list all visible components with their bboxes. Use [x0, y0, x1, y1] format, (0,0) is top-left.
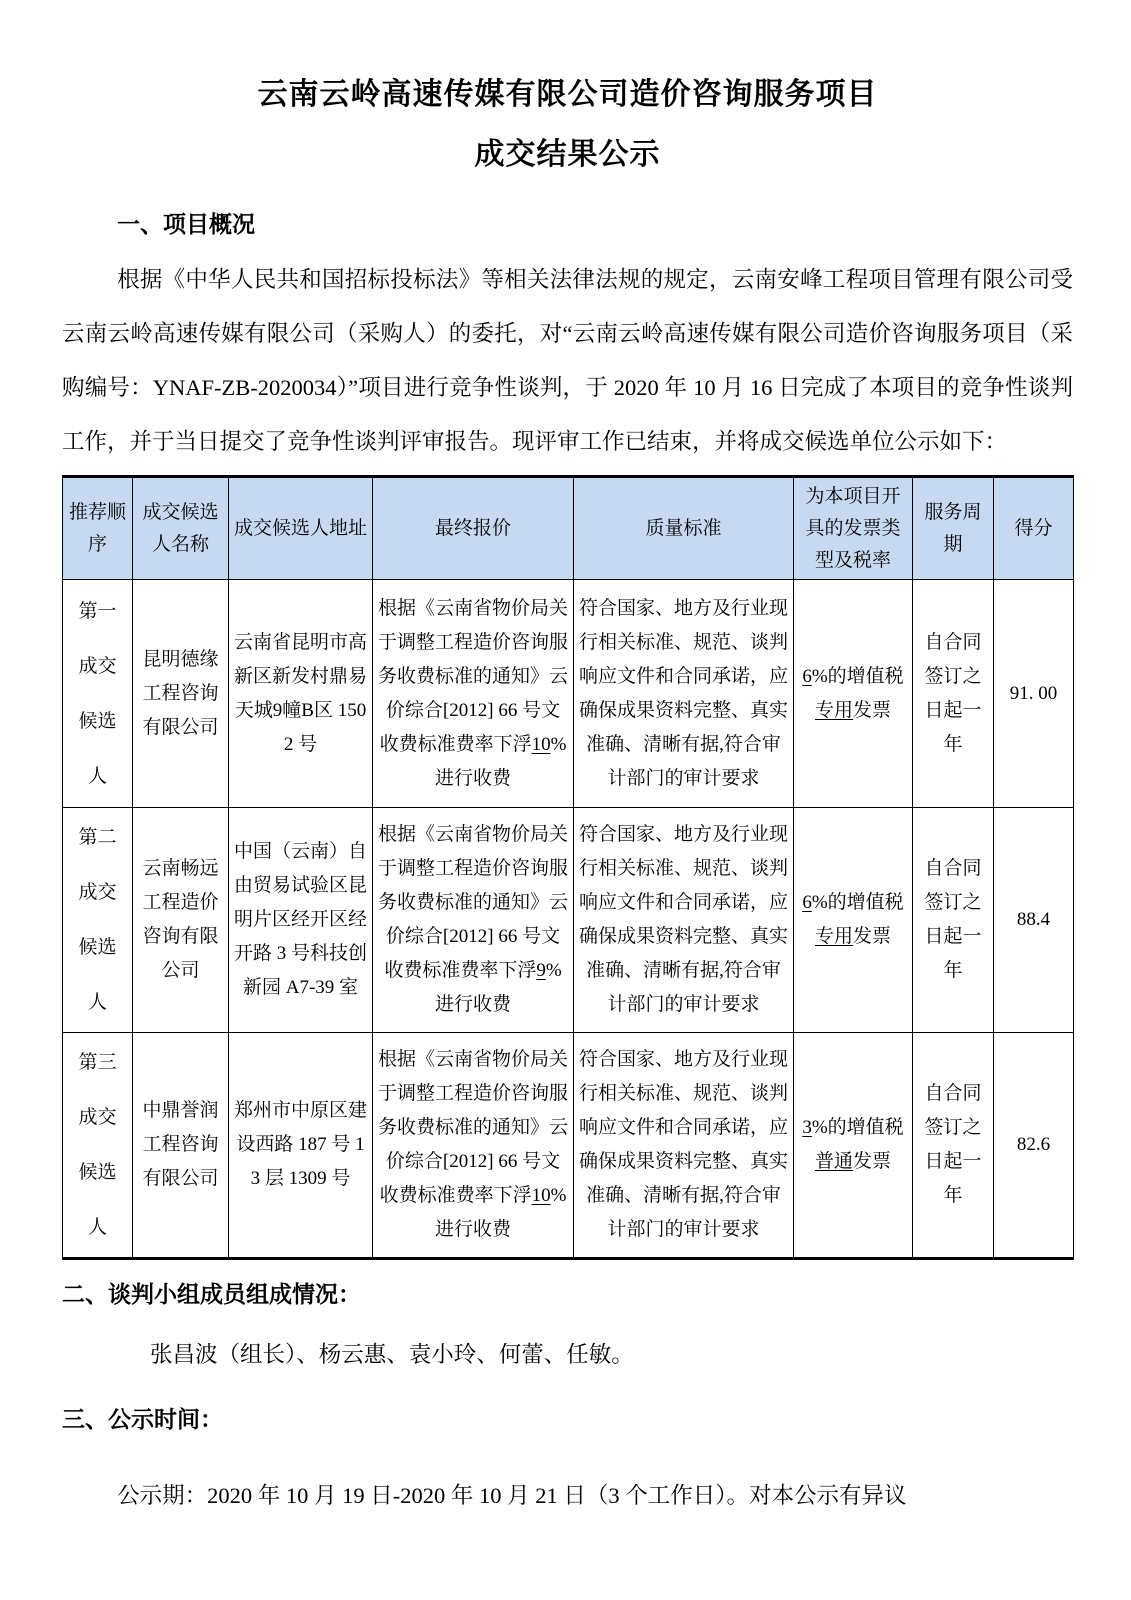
document-title-line1: 云南云岭高速传媒有限公司造价咨询服务项目 — [257, 78, 878, 111]
score-cell: 91. 00 — [994, 580, 1074, 808]
rank-line: 人 — [87, 992, 107, 1013]
candidate-name-cell: 中鼎誉润工程咨询有限公司 — [133, 1033, 229, 1259]
invoice-kind-underlined: 普通 — [814, 1151, 853, 1172]
offer-suffix: %进行收费 — [434, 733, 567, 789]
service-period-cell: 自合同签订之日起一年 — [913, 808, 994, 1033]
invoice-rate-underlined: 6 — [802, 892, 812, 913]
rank-cell — [63, 1033, 133, 1259]
col-header-candidate-address: 成交候选人地址 — [229, 477, 373, 580]
section1-heading: 一、项目概况 — [117, 212, 255, 237]
invoice-suffix: 发票 — [853, 926, 892, 947]
table-header-row — [63, 477, 1074, 580]
quality-standard-cell: 符合国家、地方及行业现行相关标准、规范、谈判响应文件和合同承诺，应确保成果资料完整、真实准确、清晰有据,符合审计部门的审计要求 — [574, 808, 794, 1033]
invoice-suffix: 发票 — [853, 1151, 892, 1172]
offer-rate-underlined: 10 — [531, 733, 551, 755]
invoice-text: %的增值税 — [811, 1117, 904, 1138]
document-title-line2: 成交结果公示 — [474, 138, 661, 171]
score-cell: 82.6 — [994, 1033, 1074, 1259]
section3-heading: 三、公示时间： — [62, 1407, 223, 1432]
col-header-service-period: 服务周期 — [913, 477, 994, 580]
invoice-type-cell — [794, 580, 913, 808]
table-row-second-candidate — [63, 808, 1074, 1033]
offer-text: 根据《云南省物价局关于调整工程造价咨询服务收费标准的通知》云价综合[2012] 66 号文收费标准费率下浮 — [377, 824, 568, 981]
rank-line: 第一 — [78, 600, 117, 622]
offer-suffix: %进行收费 — [434, 1185, 567, 1240]
col-header-final-offer: 最终报价 — [373, 477, 574, 580]
candidate-name-cell: 昆明德缘工程咨询有限公司 — [133, 580, 229, 808]
table-row-first-candidate — [63, 580, 1074, 808]
final-offer-cell — [373, 1033, 574, 1259]
table-row-third-candidate — [63, 1033, 1074, 1259]
rank-line: 成交 — [78, 655, 117, 677]
invoice-rate-underlined: 3 — [802, 1117, 812, 1138]
negotiation-team-members: 张昌波（组长）、杨云惠、袁小玲、何蕾、任敏。 — [150, 1342, 634, 1367]
invoice-kind-underlined: 专用 — [814, 699, 853, 721]
rank-cell — [63, 808, 133, 1033]
offer-rate-underlined: 10 — [531, 1185, 551, 1206]
service-period-cell: 自合同签订之日起一年 — [913, 580, 994, 808]
rank-line: 成交 — [78, 1107, 117, 1128]
col-header-quality-standard: 质量标准 — [574, 477, 794, 580]
candidate-address-cell: 云南省昆明市高新区新发村鼎易天城9幢B区 1502 号 — [229, 580, 373, 808]
rank-line: 第二 — [78, 827, 117, 848]
rank-line: 人 — [87, 765, 107, 787]
rank-cell — [63, 580, 133, 808]
publicity-period-paragraph: 公示期：2020 年 10 月 19 日-2020 年 10 月 21 日（3 个工作日）。对本公示有异议 — [117, 1483, 907, 1508]
offer-rate-underlined: 9 — [536, 960, 546, 981]
invoice-text: %的增值税 — [811, 892, 904, 913]
final-offer-cell — [373, 808, 574, 1033]
candidate-name-cell: 云南畅远工程造价咨询有限公司 — [133, 808, 229, 1033]
rank-line: 候选 — [78, 1162, 117, 1183]
candidates-table — [62, 475, 1074, 1260]
col-header-rank: 推荐顺序 — [63, 477, 133, 580]
rank-line: 第三 — [78, 1052, 117, 1073]
section2-heading: 二、谈判小组成员组成情况： — [62, 1282, 361, 1307]
candidate-address-cell: 郑州市中原区建设西路 187 号 13 层 1309 号 — [229, 1033, 373, 1259]
quality-standard-cell: 符合国家、地方及行业现行相关标准、规范、谈判响应文件和合同承诺，应确保成果资料完整、真实准确、清晰有据,符合审计部门的审计要求 — [574, 580, 794, 808]
col-header-candidate-name: 成交候选人名称 — [133, 477, 229, 580]
score-cell: 88.4 — [994, 808, 1074, 1033]
rank-line: 候选 — [78, 710, 117, 732]
invoice-suffix: 发票 — [853, 699, 892, 721]
col-header-invoice-type: 为本项目开具的发票类型及税率 — [794, 477, 913, 580]
rank-line: 成交 — [78, 882, 117, 903]
offer-text: 根据《云南省物价局关于调整工程造价咨询服务收费标准的通知》云价综合[2012] 66 号文收费标准费率下浮 — [377, 1049, 568, 1206]
rank-line: 人 — [87, 1217, 107, 1238]
invoice-rate-underlined: 6 — [802, 665, 812, 687]
service-period-cell: 自合同签订之日起一年 — [913, 1033, 994, 1259]
candidate-address-cell: 中国（云南）自由贸易试验区昆明片区经开区经开路 3 号科技创新园 A7-39 室 — [229, 808, 373, 1033]
offer-text: 根据《云南省物价局关于调整工程造价咨询服务收费标准的通知》云价综合[2012] 66 号文收费标准费率下浮 — [377, 597, 568, 755]
quality-standard-cell: 符合国家、地方及行业现行相关标准、规范、谈判响应文件和合同承诺，应确保成果资料完整、真实准确、清晰有据,符合审计部门的审计要求 — [574, 1033, 794, 1259]
invoice-kind-underlined: 专用 — [814, 926, 853, 947]
invoice-type-cell — [794, 808, 913, 1033]
rank-line: 候选 — [78, 937, 117, 958]
section1-paragraph: 根据《中华人民共和国招标投标法》等相关法律法规的规定，云南安峰工程项目管理有限公司受云南云岭高速传媒有限公司（采购人）的委托，对“云南云岭高速传媒有限公司造价咨询服务项目（采购编号：YNAF-ZB-2020034）”项目进行竞争性谈判，于 2020 年 10 月 16 日完成了本项目的竞争性谈判工作，并于当日提交了竞争性谈判评审报告。现评审工作已结束，并将成交候选单位公示如下： — [62, 267, 1073, 454]
final-offer-cell — [373, 580, 574, 808]
invoice-type-cell — [794, 1033, 913, 1259]
col-header-score: 得分 — [994, 477, 1074, 580]
offer-suffix: %进行收费 — [434, 960, 562, 1015]
invoice-text: %的增值税 — [811, 665, 904, 687]
